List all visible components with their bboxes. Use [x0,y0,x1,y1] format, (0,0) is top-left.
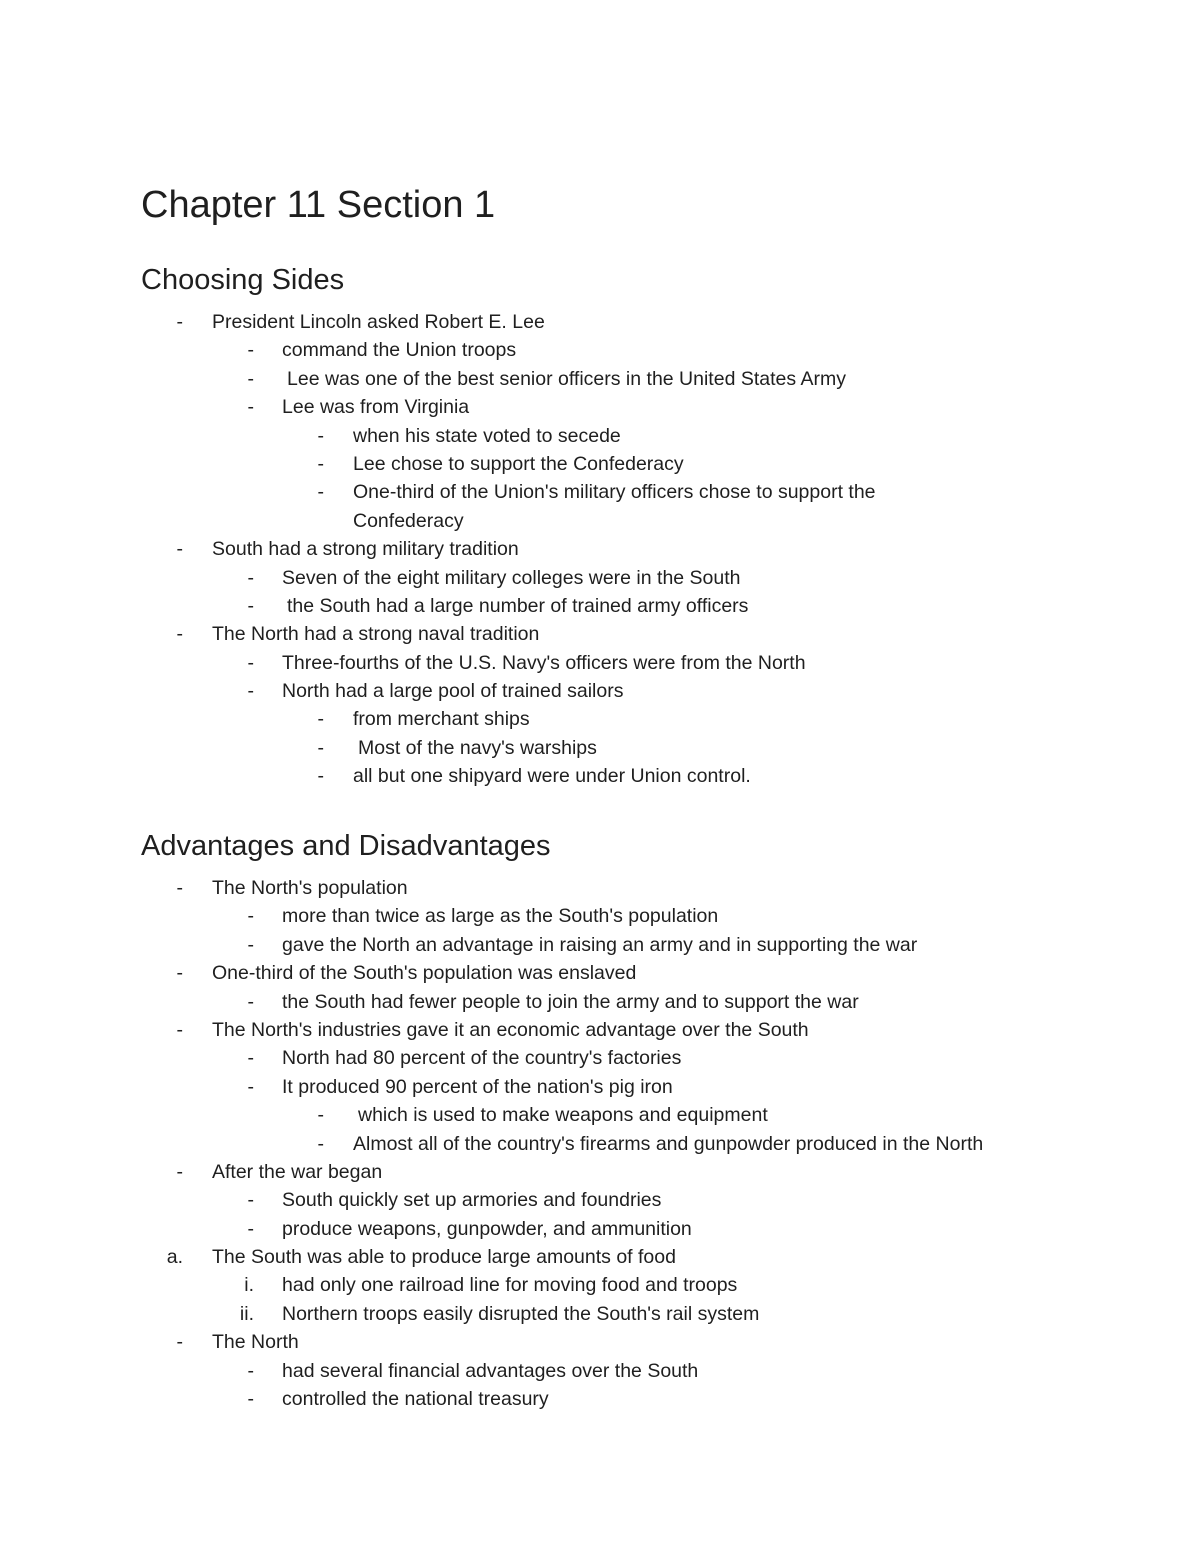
list-item-text: North had 80 percent of the country's factories [282,1047,682,1070]
list-marker: - [247,594,254,617]
list-marker: - [317,736,324,759]
list-marker: - [317,1104,324,1127]
list-item-text: the South had fewer people to join the army and to support the war [282,990,859,1013]
list-item-text: Lee chose to support the Confederacy [353,452,684,475]
list-marker: - [317,708,324,731]
list-marker: - [176,623,183,646]
list-item-text: from merchant ships [353,708,530,731]
list-item-text: One-third of the South's population was enslaved [212,962,637,985]
list-item-text: controlled the national treasury [282,1388,549,1411]
list-marker: - [317,424,324,447]
list-item-text: produce weapons, gunpowder, and ammunition [282,1217,692,1240]
list-marker: - [247,566,254,589]
list-marker: - [247,396,254,419]
list-item-text: Almost all of the country's firearms and gunpowder produced in the North [353,1132,984,1155]
list-marker: - [176,1160,183,1183]
list-marker: - [317,452,324,475]
list-item-text: gave the North an advantage in raising an army and in supporting the war [282,933,918,956]
list-item-text: Lee was one of the best senior officers in the United States Army [287,367,846,390]
list-item-text: One-third of the Union's military officers chose to support the Confederacy [353,481,876,532]
list-item-text: which is used to make weapons and equipment [358,1104,768,1127]
list-item-text: The South was able to produce large amounts of food [212,1246,676,1269]
list-marker: - [176,877,183,899]
list-marker: - [176,1331,183,1354]
list-marker: - [247,1189,254,1212]
list-marker: - [176,311,183,333]
list-marker: - [317,481,324,504]
list-item-text: had several financial advantages over the South [282,1359,699,1382]
list-marker: - [247,339,254,362]
list-marker: - [247,680,254,703]
list-item-text: command the Union troops [282,339,517,362]
list-item-text: Northern troops easily disrupted the South's rail system [282,1302,760,1325]
list-item-text: Seven of the eight military colleges were in the South [282,566,741,589]
list-marker: a. [166,1246,183,1269]
list-marker: - [247,651,254,674]
list-item-text: The North had a strong naval tradition [212,623,540,646]
section-heading-choosing-sides: Choosing Sides [141,264,345,296]
list-marker: - [247,1388,254,1411]
list-item-text: After the war began [212,1160,383,1183]
list-marker: i. [244,1274,254,1297]
list-marker: - [176,1018,183,1041]
list-item-text: when his state voted to secede [353,424,621,447]
list-marker: - [247,1359,254,1382]
list-marker: - [247,933,254,956]
list-item-text: South had a strong military tradition [212,538,519,561]
list-item-text: South quickly set up armories and foundries [282,1189,662,1212]
list-marker: - [247,1075,254,1098]
list-item-text: North had a large pool of trained sailors [282,680,624,703]
list-item-text: Lee was from Virginia [282,396,470,419]
list-item-text: Three-fourths of the U.S. Navy's officers were from the North [282,651,806,674]
list-item-text: the South had a large number of trained army officers [287,594,749,617]
list-item-text: more than twice as large as the South's population [282,905,719,928]
list-marker: - [317,1132,324,1155]
list-item-text: It produced 90 percent of the nation's pig iron [282,1075,673,1098]
list-marker: - [247,990,254,1013]
list-item-text: President Lincoln asked Robert E. Lee [212,311,545,333]
list-marker: ii. [239,1302,254,1325]
list-item-text: The North [212,1331,299,1354]
list-marker: - [176,538,183,561]
document-title: Chapter 11 Section 1 [141,184,496,226]
list-item-text: The North's industries gave it an economic advantage over the South [212,1018,809,1041]
section-heading-advantages-and-disadvantages: Advantages and Disadvantages [141,830,551,862]
list-item-text: all but one shipyard were under Union control. [353,765,751,788]
list-marker: - [247,1217,254,1240]
list-item-text: had only one railroad line for moving food and troops [282,1274,738,1297]
list-item-text: Most of the navy's warships [358,736,597,759]
list-marker: - [317,765,324,788]
list-item-text: The North's population [212,877,408,899]
list-marker: - [247,905,254,928]
list-marker: - [247,367,254,390]
list-marker: - [176,962,183,985]
list-marker: - [247,1047,254,1070]
